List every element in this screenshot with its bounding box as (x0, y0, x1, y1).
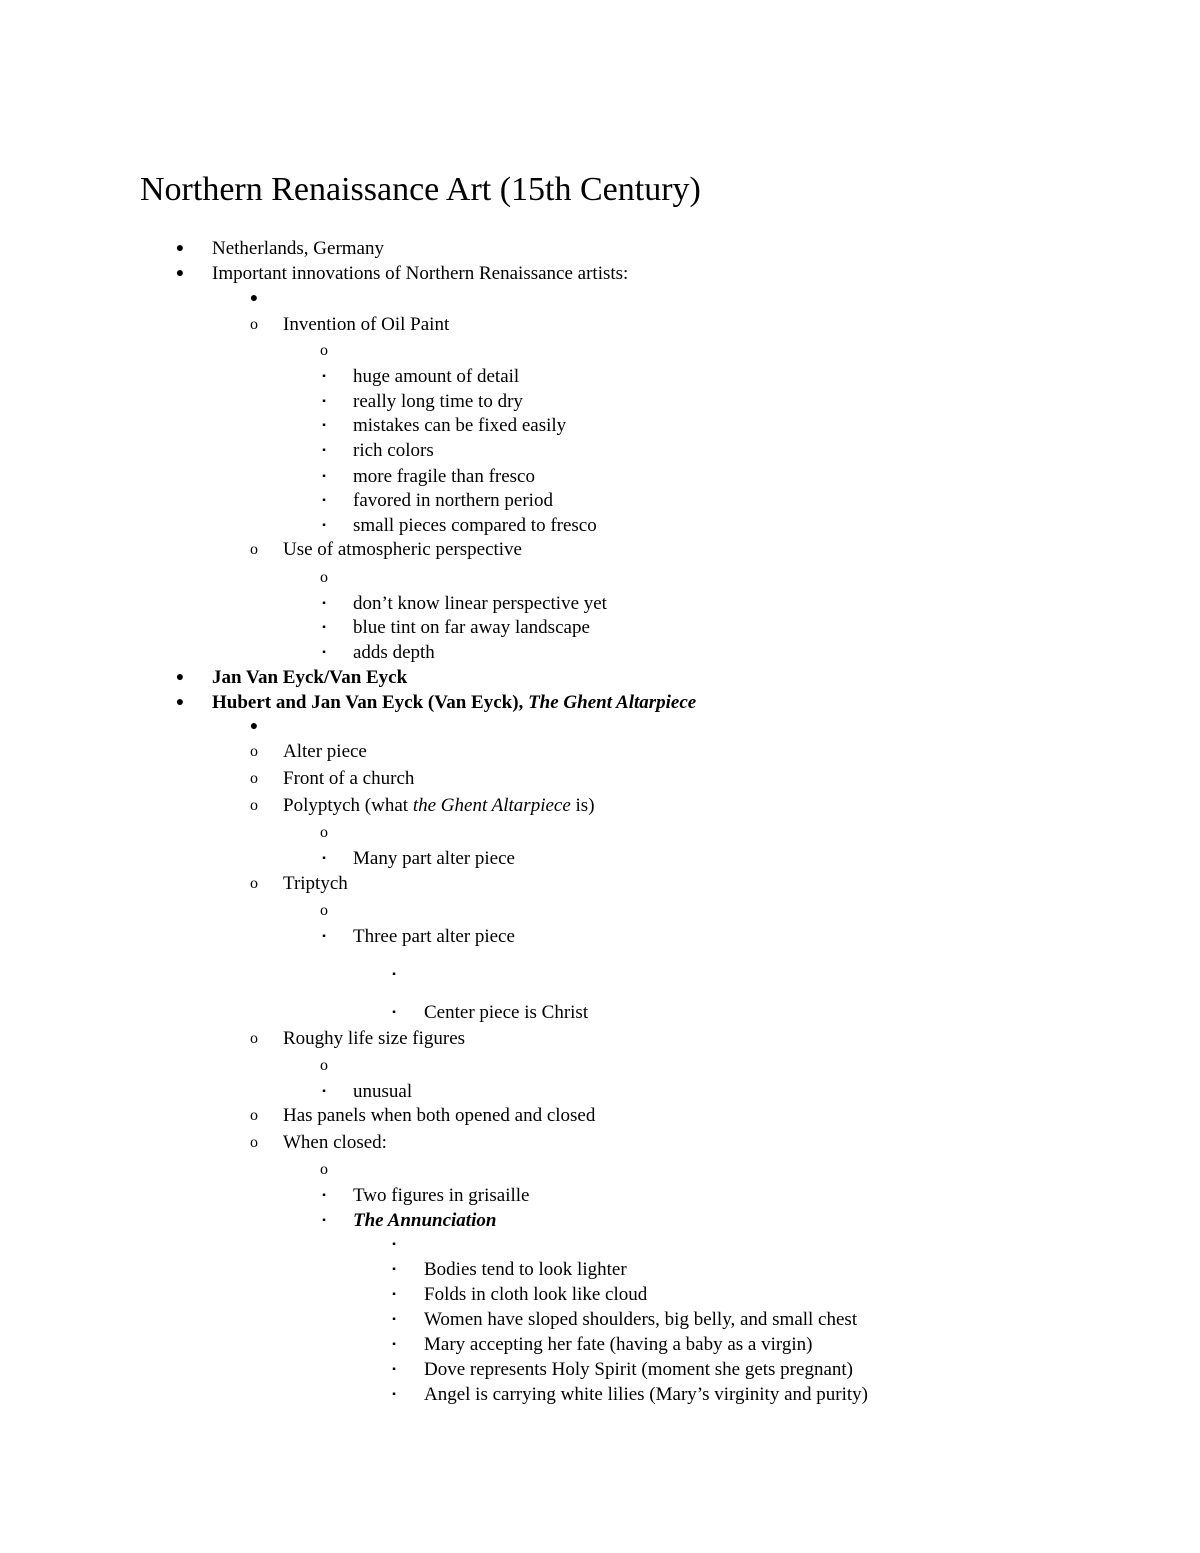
text-run: adds depth (353, 642, 435, 663)
text-run: Roughy life size figures (283, 1028, 466, 1049)
page-title: Northern Renaissance Art (15th Century) (140, 171, 701, 208)
bullet-square-icon: ▪ (322, 371, 326, 382)
text-run: mistakes can be fixed easily (353, 415, 567, 436)
bullet-circle-icon: o (320, 342, 328, 359)
list-item-text (283, 766, 414, 792)
list-item-text (283, 1103, 595, 1129)
list-item-text (424, 1332, 812, 1358)
list-item-text (212, 261, 628, 287)
list-item-text (424, 1257, 627, 1283)
list-item-text (353, 1183, 530, 1209)
text-run: Center piece is Christ (424, 1002, 589, 1023)
list-item-text (353, 488, 553, 514)
list-item-text (353, 1208, 496, 1234)
text-run: favored in northern period (353, 490, 553, 511)
text-run: more fragile than fresco (353, 466, 535, 487)
list-item-text (353, 438, 434, 464)
bullet-square-icon: ▪ (322, 598, 326, 609)
text-run: Triptych (283, 873, 348, 894)
bullet-square-icon: ▪ (392, 1389, 396, 1400)
list-item-text (424, 1357, 853, 1383)
bullet-circle-icon: o (250, 541, 258, 558)
text-run: Two figures in grisaille (353, 1185, 530, 1206)
bullet-square-icon: ▪ (322, 853, 326, 864)
bullet-square-icon: ▪ (392, 1007, 396, 1018)
list-item-text (353, 615, 590, 641)
list-item-text (424, 1000, 588, 1026)
bullet-square-icon: ▪ (392, 1339, 396, 1350)
list-item-text (353, 640, 435, 666)
bullet-circle-icon: o (250, 1030, 258, 1047)
text-run: Bodies tend to look lighter (424, 1259, 627, 1280)
text-run: small pieces compared to fresco (353, 515, 597, 536)
text-run: Mary accepting her fate (having a baby as a virgin) (424, 1334, 813, 1355)
list-item-text (283, 793, 595, 819)
list-item-text (283, 871, 348, 897)
bullet-square-icon: ▪ (322, 471, 326, 482)
list-item-text (353, 389, 523, 415)
list-item-text (353, 364, 519, 390)
bullet-circle-icon: o (320, 569, 328, 586)
list-item-text (353, 413, 566, 439)
text-run: Three part alter piece (353, 926, 515, 947)
list-item-text (353, 513, 597, 539)
bullet-square-icon: ▪ (322, 396, 326, 407)
bullet-square-icon: ▪ (322, 1086, 326, 1097)
bullet-square-icon: ▪ (322, 622, 326, 633)
list-item-text (353, 1079, 412, 1105)
list-item-text (353, 924, 515, 950)
bullet-circle-icon: o (250, 316, 258, 333)
list-item-text (212, 236, 384, 262)
text-run: Polyptych (what (283, 795, 413, 816)
list-item-text (353, 846, 515, 872)
bullet-square-icon: ▪ (322, 495, 326, 506)
list-item-text (353, 464, 535, 490)
list-item-text (283, 1026, 465, 1052)
bullet-circle-icon: o (250, 770, 258, 787)
bullet-circle-icon: o (320, 1057, 328, 1074)
text-run: Use of atmospheric perspective (283, 539, 522, 560)
list-item-text (212, 690, 696, 716)
bullet-square-icon: ▪ (322, 931, 326, 942)
text-run: huge amount of detail (353, 366, 520, 387)
bullet-disc-icon: ● (175, 241, 185, 256)
bullet-square-icon: ▪ (322, 420, 326, 431)
bullet-square-icon: ▪ (322, 1190, 326, 1201)
text-run: Invention of Oil Paint (283, 314, 450, 335)
text-run: unusual (353, 1081, 413, 1102)
text-run: When closed: (283, 1132, 387, 1153)
bullet-square-icon: ▪ (392, 1289, 396, 1300)
list-item-text (283, 537, 522, 563)
bullet-disc-icon: ● (175, 695, 185, 710)
bullet-circle-icon: o (250, 875, 258, 892)
text-run: don’t know linear perspective yet (353, 593, 607, 614)
bullet-square-icon: ▪ (392, 1264, 396, 1275)
list-item-text (424, 1307, 857, 1333)
text-run: Jan Van Eyck/Van Eyck (212, 667, 408, 688)
list-item-text (212, 665, 407, 691)
text-run: The Ghent Altarpiece (528, 692, 697, 713)
bullet-square-icon: ▪ (322, 1215, 326, 1226)
text-run: Dove represents Holy Spirit (moment she gets pregnant) (424, 1359, 853, 1380)
bullet-disc-icon: ● (175, 266, 185, 281)
list-item-text (283, 1130, 387, 1156)
text-run: Hubert and Jan Van Eyck (Van Eyck), (212, 692, 529, 713)
text-run: rich colors (353, 440, 434, 461)
text-run: blue tint on far away landscape (353, 617, 590, 638)
text-run: is) (570, 795, 595, 816)
bullet-circle-icon: o (320, 1161, 328, 1178)
text-run: the Ghent Altarpiece (412, 795, 571, 816)
bullet-square-icon: ▪ (392, 1239, 396, 1250)
text-run: Many part alter piece (353, 848, 515, 869)
bullet-square-icon: ▪ (392, 969, 396, 980)
bullet-square-icon: ▪ (392, 1314, 396, 1325)
list-item-text (283, 312, 449, 338)
text-run: Folds in cloth look like cloud (424, 1284, 648, 1305)
bullet-square-icon: ▪ (322, 520, 326, 531)
bullet-square-icon: ▪ (322, 445, 326, 456)
bullet-circle-icon: o (250, 1107, 258, 1124)
text-run: Front of a church (283, 768, 415, 789)
list-item-text (353, 591, 607, 617)
bullet-circle-icon: o (250, 797, 258, 814)
text-run: Important innovations of Northern Renaissance artists: (212, 263, 629, 284)
bullet-disc-icon: ● (175, 670, 185, 685)
text-run: The Annunciation (353, 1210, 497, 1231)
bullet-circle-icon: o (320, 902, 328, 919)
bullet-square-icon: ▪ (322, 647, 326, 658)
list-item-text (424, 1282, 647, 1308)
list-item-text (283, 739, 367, 765)
text-run: Angel is carrying white lilies (Mary’s virginity and purity) (424, 1384, 868, 1405)
bullet-circle-icon: o (250, 1134, 258, 1151)
bullet-disc-icon: ● (249, 291, 259, 306)
text-run: Alter piece (283, 741, 367, 762)
bullet-disc-icon: ● (249, 719, 259, 734)
bullet-circle-icon: o (250, 743, 258, 760)
text-run: Has panels when both opened and closed (283, 1105, 596, 1126)
text-run: really long time to dry (353, 391, 523, 412)
text-run: Women have sloped shoulders, big belly, and small chest (424, 1309, 858, 1330)
text-run: Netherlands, Germany (212, 238, 384, 259)
list-item-text (424, 1382, 868, 1408)
bullet-circle-icon: o (320, 824, 328, 841)
bullet-square-icon: ▪ (392, 1364, 396, 1375)
